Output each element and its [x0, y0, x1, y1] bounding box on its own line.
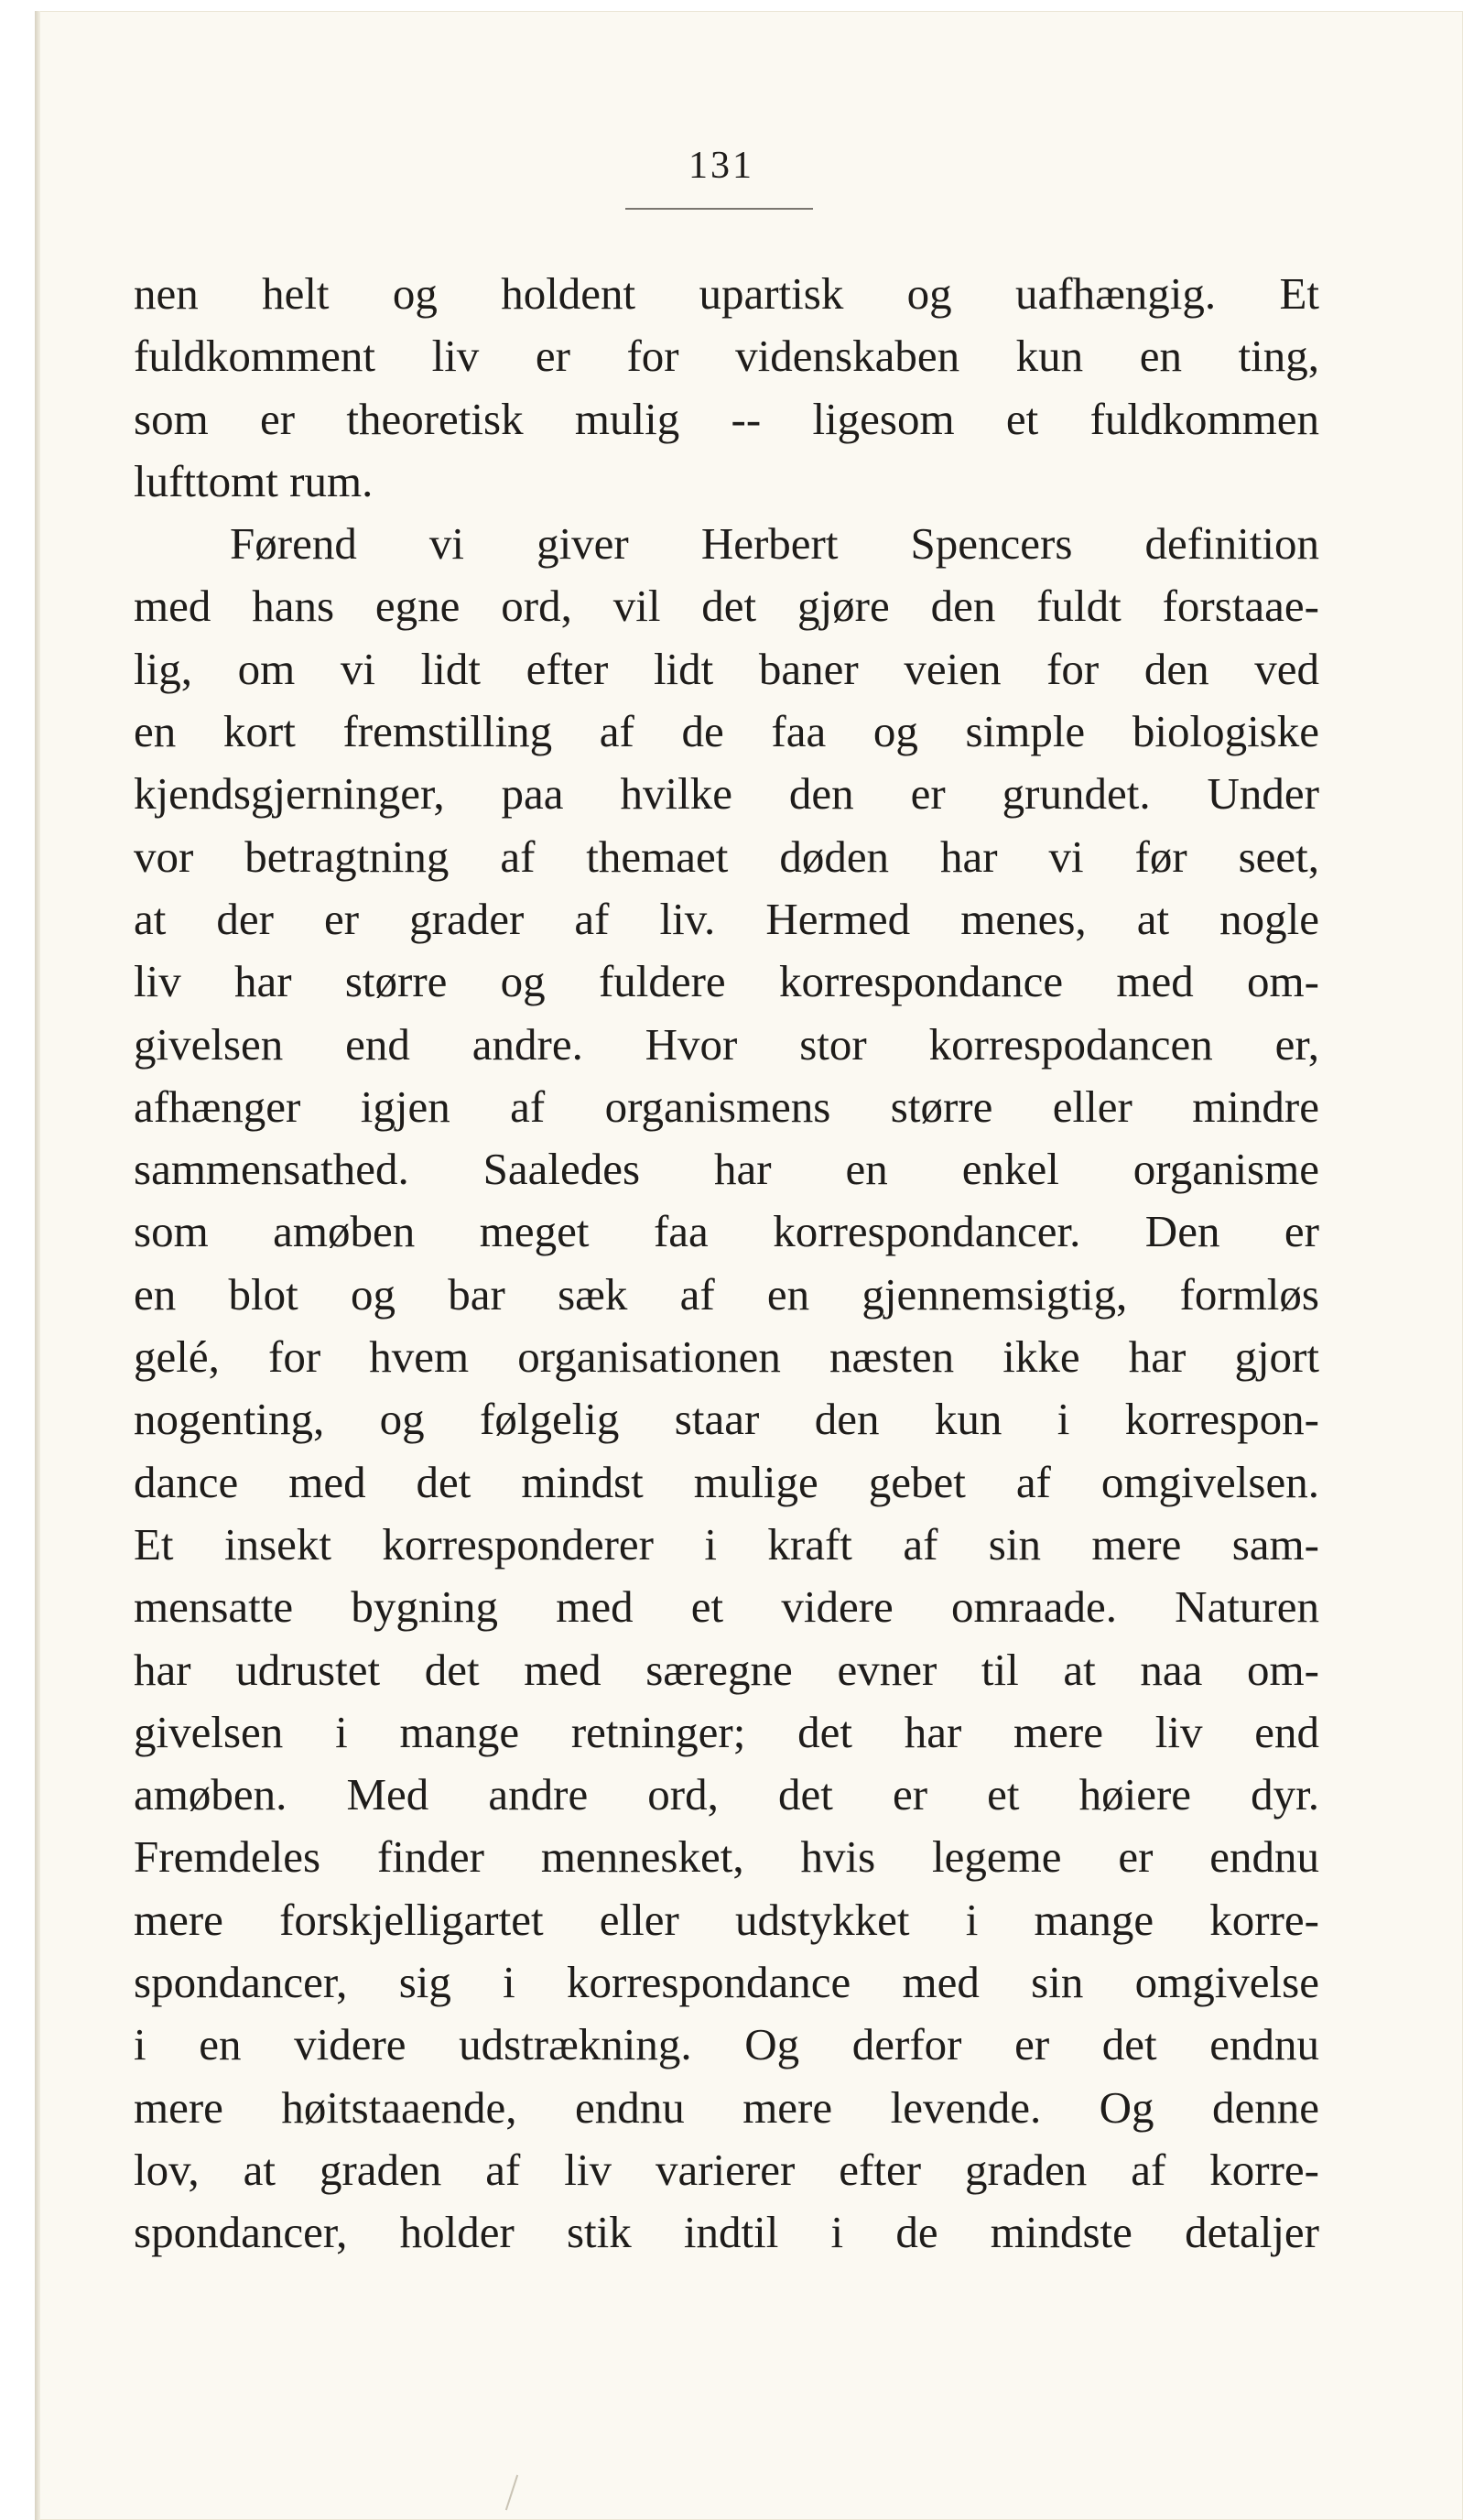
text-line: lufttomt rum.	[134, 455, 374, 506]
text-line: har udrustet det med særegne evner til at naa om-	[134, 1644, 1319, 1695]
text-line: som er theoretisk mulig -- ligesom et fuldkommen	[134, 393, 1319, 444]
text-line: nogenting, og følgelig staar den kun i korrespon-	[134, 1394, 1319, 1445]
text-line: en kort fremstilling af de faa og simple biologiske	[134, 706, 1319, 757]
text-line: sammensathed. Saaledes har en enkel organisme	[134, 1144, 1319, 1195]
text-line: amøben. Med andre ord, det er et høiere dyr.	[134, 1769, 1319, 1820]
text-line: en blot og bar sæk af en gjennemsigtig, formløs	[134, 1268, 1319, 1320]
text-line: med hans egne ord, vil det gjøre den fuldt forstaae-	[134, 581, 1319, 632]
text-line: gelé, for hvem organisationen næsten ikke har gjort	[134, 1331, 1319, 1383]
text-line: Førend vi giver Herbert Spencers definition	[230, 518, 1319, 570]
text-line: givelsen end andre. Hvor stor korrespodancen er,	[134, 1018, 1319, 1070]
text-line: vor betragtning af themaet døden har vi før seet,	[134, 831, 1319, 882]
paper-mark	[505, 2475, 518, 2511]
text-line: i en videre udstrækning. Og derfor er det endnu	[134, 2019, 1319, 2070]
text-line: dance med det mindst mulige gebet af omgivelsen.	[134, 1456, 1319, 1507]
text-line: nen helt og holdent upartisk og uafhængig. Et	[134, 268, 1319, 319]
text-line: lig, om vi lidt efter lidt baner veien for den ved	[134, 643, 1319, 694]
text-line: mere forskjelligartet eller udstykket i mange korre-	[134, 1894, 1319, 1945]
text-line: liv har større og fuldere korrespondance med om-	[134, 956, 1319, 1007]
text-line: kjendsgjerninger, paa hvilke den er grundet. Under	[134, 768, 1319, 820]
text-line: fuldkomment liv er for videnskaben kun en ting,	[134, 331, 1319, 382]
text-line: lov, at graden af liv varierer efter graden af korre-	[134, 2144, 1319, 2195]
text-line: givelsen i mange retninger; det har mere liv end	[134, 1706, 1319, 1757]
text-line: spondancer, sig i korrespondance med sin omgivelse	[134, 1957, 1319, 2008]
text-line: afhænger igjen af organismens større eller mindre	[134, 1081, 1319, 1132]
page-number: 131	[688, 145, 754, 187]
page-edge-shadow	[35, 11, 40, 2520]
text-line: mensatte bygning med et videre omraade. Naturen	[134, 1581, 1319, 1633]
text-line: Fremdeles finder mennesket, hvis legeme er endnu	[134, 1831, 1319, 1883]
page-number-rule	[625, 208, 813, 210]
text-line: mere høitstaaende, endnu mere levende. Og denne	[134, 2081, 1319, 2133]
text-line: at der er grader af liv. Hermed menes, at nogle	[134, 893, 1319, 944]
text-line: spondancer, holder stik indtil i de mindste detaljer	[134, 2207, 1319, 2258]
text-line: som amøben meget faa korrespondancer. Den er	[134, 1206, 1319, 1257]
text-line: Et insekt korresponderer i kraft af sin mere sam-	[134, 1518, 1319, 1570]
book-page	[35, 11, 1463, 2520]
body-text	[134, 263, 1319, 2265]
